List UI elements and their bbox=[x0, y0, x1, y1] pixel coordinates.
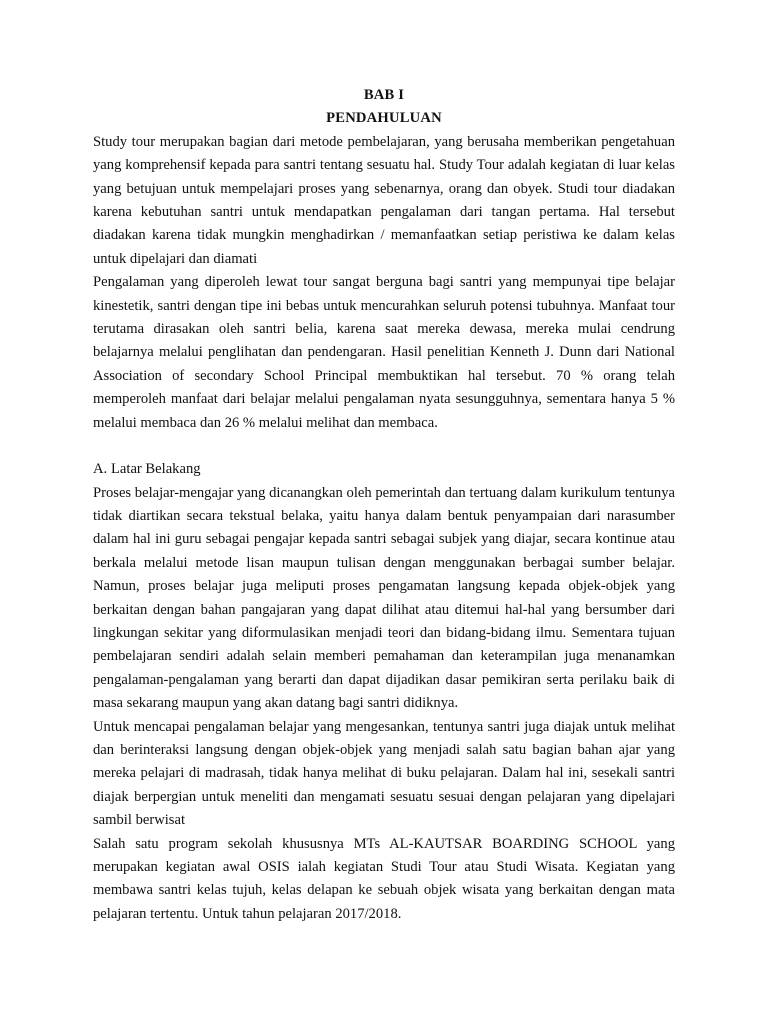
chapter-number: BAB I bbox=[363, 87, 405, 103]
chapter-title: PENDAHULUAN bbox=[326, 110, 442, 127]
document-body bbox=[93, 84, 675, 926]
section-paragraph-3: Salah satu program sekolah khususnya MTs AL-KAUTSAR BOARDING SCHOOL yang merupakan kegiatan awal OSIS ialah kegiatan Studi Tour atau Studi Wisata. Kegiatan yang membawa santri kelas tujuh, kelas delapan ke sebuah objek wisata yang berkaitan dengan mata pelajaran tertentu. Untuk tahun pelajaran 2017/2018. bbox=[93, 835, 675, 922]
section-paragraph-2: Untuk mencapai pengalaman belajar yang mengesankan, tentunya santri juga diajak untuk melihat dan berinteraksi langsung dengan objek-objek yang menjadi salah satu bagian bahan ajar yang mereka pelajari di madrasah, tidak hanya melihat di buku pelajaran. Dalam hal ini, sesekali santri diajak berpergian untuk meneliti dan mengamati sesuatu sesuai dengan pelajaran yang dipelajari sambil berwisat bbox=[93, 718, 675, 829]
section-heading bbox=[93, 458, 675, 481]
intro-paragraph-1: Study tour merupakan bagian dari metode pembelajaran, yang berusaha memberikan pengetahuan yang komprehensif kepada para santri tentang sesuatu hal. Study Tour adalah kegiatan di luar kelas yang betujuan untuk mempelajari proses yang sebenarnya, orang dan obyek. Studi tour diadakan karena kebutuhan santri untuk mendapatkan pengalaman dari tangan pertama. Hal tersebut diadakan karena tidak mungkin menghadirkan / memanfaatkan setiap peristiwa ke dalam kelas untuk dipelajari dan diamati bbox=[93, 133, 675, 267]
section-paragraph-1: Proses belajar-mengajar yang dicanangkan oleh pemerintah dan tertuang dalam kurikulum tentunya tidak diartikan secara tekstual belaka, yaitu hanya dalam bentuk penyampaian dari narasumber dalam hal ini guru sebagai pengajar kepada santri sebagai subjek yang diajar, secara kontinue atau berkala melalui metode lisan maupun tulisan dengan menggunakan berbagai sumber belajar. Namun, proses belajar juga meliputi proses pengamatan langsung kepada objek-objek yang berkaitan dengan bahan pangajaran yang dapat dilihat atau ditemui hal-hal yang bersumber dari lingkungan sekitar yang diformulasikan menjadi teori dan bidang-bidang ilmu. Sementara tujuan pembelajaran sendiri adalah selain memberi pemahaman dan keterampilan juga menanamkan pengalaman-pengalaman yang berarti dan dapat dijadikan dasar pemikiran serta perilaku baik di masa sekarang maupun yang akan datang bagi santri didiknya. bbox=[93, 484, 675, 712]
intro-paragraph-2: Pengalaman yang diperoleh lewat tour sangat berguna bagi santri yang mempunyai tipe belajar kinestetik, santri dengan tipe ini bebas untuk mencurahkan seluruh potensi tubuhnya. Manfaat tour terutama dirasakan oleh santri belia, karena saat mereka dewasa, mereka mulai cendrung belajarnya melalui penglihatan dan pendengaran. Hasil penelitian Kenneth J. Dunn dari National Association of secondary School Principal membuktikan hal tersebut. 70 % orang telah memperoleh manfaat dari belajar melalui pengalaman nyata sesungguhnya, sementara hanya 5 % melalui membaca dan 26 % melalui melihat dan membaca. bbox=[93, 274, 675, 431]
section-title: Latar Belakang bbox=[111, 461, 201, 478]
section-number: A. bbox=[93, 461, 108, 478]
